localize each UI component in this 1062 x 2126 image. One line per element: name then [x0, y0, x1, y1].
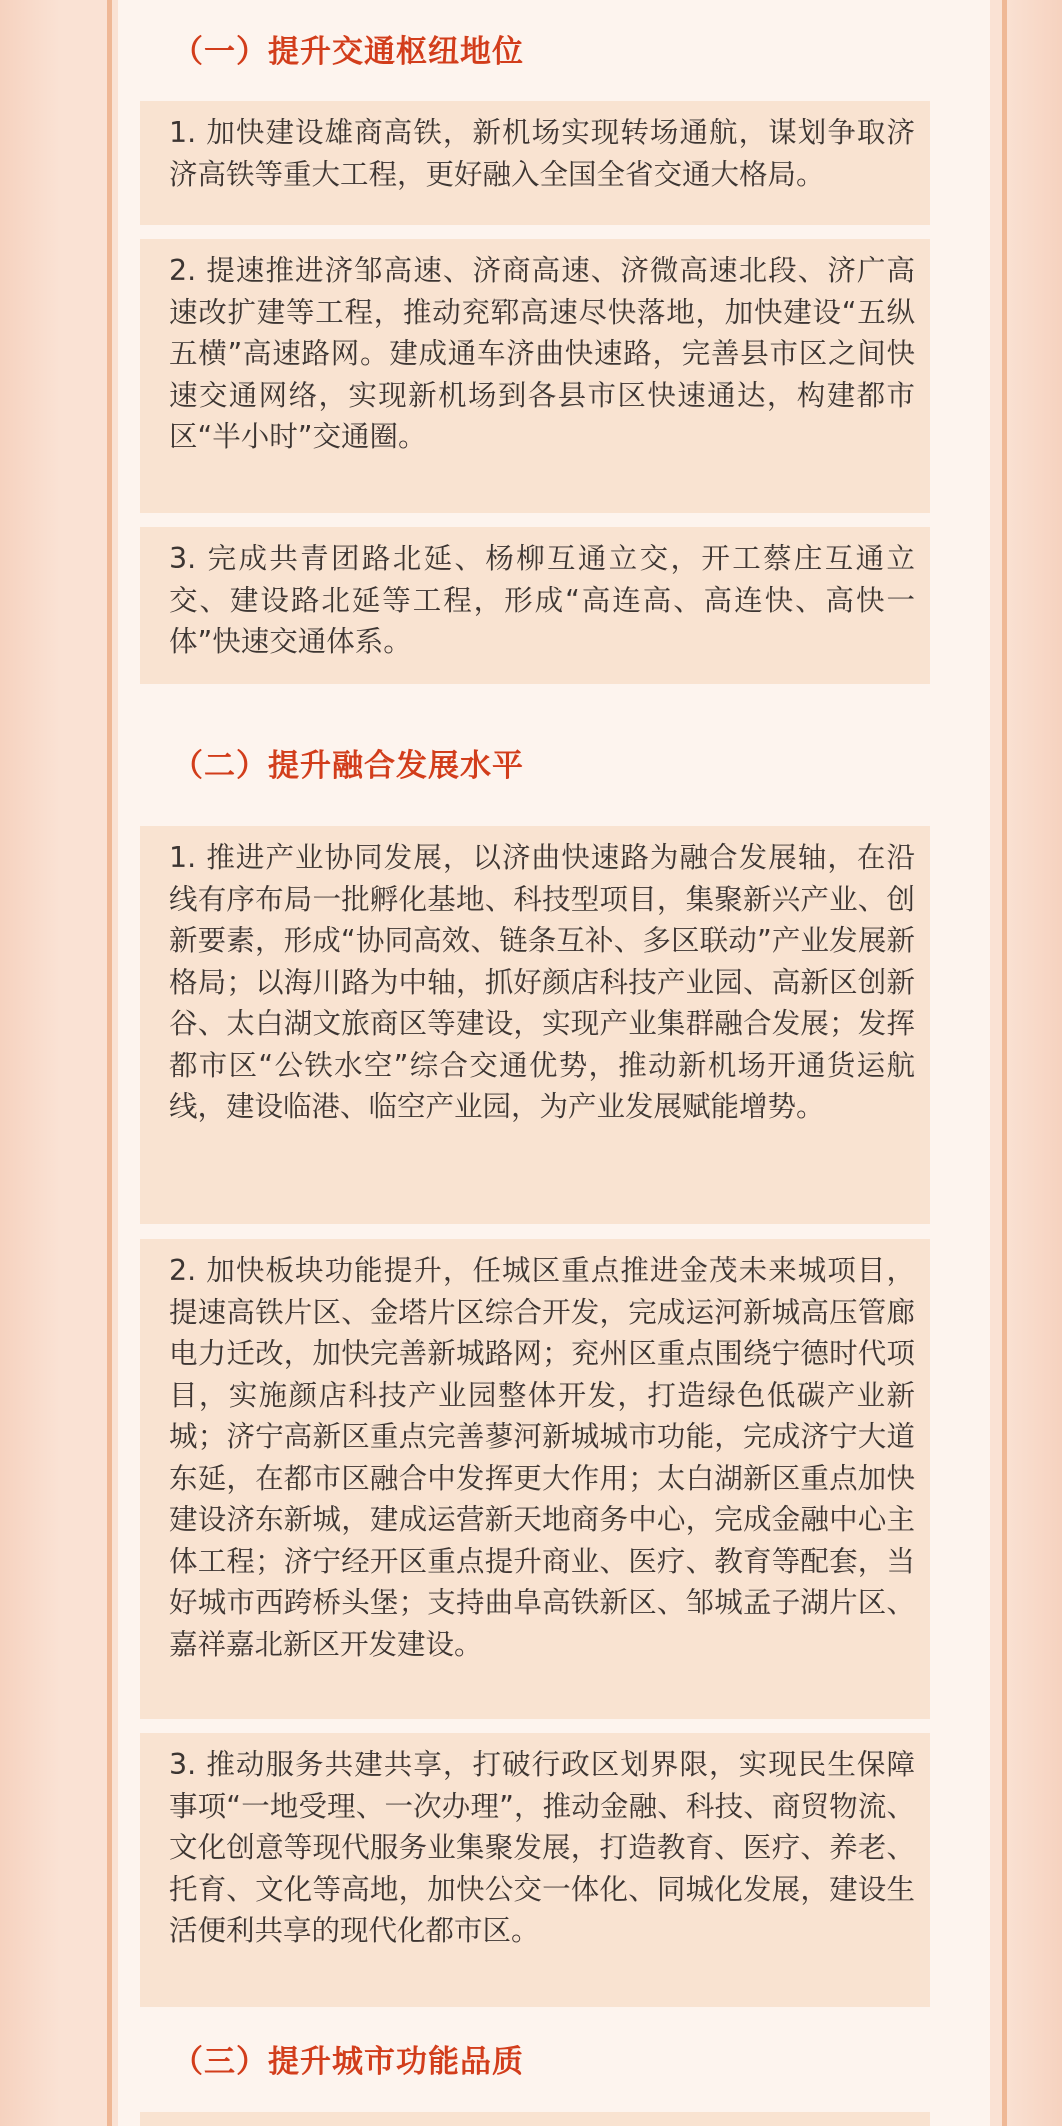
item-text: 1. 推进产业协同发展，以济曲快速路为融合发展轴，在沿线有序布局一批孵化基地、科技型项目，集聚新兴产业、创新要素，形成“协同高效、链条互补、多区联动”产业发展新格局；以海川路为中轴，抓好颜店科技产业园、高新区创新谷、太白湖文旅商区等建设，实现产业集群融合发展；发挥都市区“公铁水空”综合交通优势，推动新机场开通货运航线，建设临港、临空产业园，为产业发展赋能增势。: [169, 841, 915, 1123]
item-card: [140, 527, 930, 684]
item-text: 1. 加快建设雄商高铁，新机场实现转场通航，谋划争取济济高铁等重大工程，更好融入全国全省交通大格局。: [169, 116, 915, 191]
item-text: 2. 加快板块功能提升，任城区重点推进金茂未来城项目，提速高铁片区、金塔片区综合开发，完成运河新城高压管廊电力迁改，加快完善新城路网；兖州区重点围绕宁德时代项目，实施颜店科技产业园整体开发，打造绿色低碳产业新城；济宁高新区重点完善蓼河新城城市功能，完成济宁大道东延，在都市区融合中发挥更大作用；太白湖新区重点加快建设济东新城，建成运营新天地商务中心，完成金融中心主体工程；济宁经开区重点提升商业、医疗、教育等配套，当好城市西跨桥头堡；支持曲阜高铁新区、邹城孟子湖片区、嘉祥嘉北新区开发建设。: [169, 1254, 915, 1661]
item-text: 2. 提速推进济邹高速、济商高速、济微高速北段、济广高速改扩建等工程，推动兖郓高速尽快落地，加快建设“五纵五横”高速路网。建成通车济曲快速路，完善县市区之间快速交通网络，实现新机场到各县市区快速通达，构建都市区“半小时”交通圈。: [169, 254, 915, 453]
section-heading-3: （三）提升城市功能品质: [172, 2044, 524, 2080]
right-frame-border: [1002, 0, 1007, 2126]
section-heading-1: （一）提升交通枢纽地位: [172, 34, 524, 70]
item-text: 3. 推动服务共建共享，打破行政区划界限，实现民生保障事项“一地受理、一次办理”，推动金融、科技、商贸物流、文化创意等现代服务业集聚发展，打造教育、医疗、养老、托育、文化等高地，加快公交一体化、同城化发展，建设生活便利共享的现代化都市区。: [169, 1748, 915, 1947]
item-card: [140, 1239, 930, 1719]
item-card: [140, 1733, 930, 2007]
section-heading-2: （二）提升融合发展水平: [172, 748, 524, 784]
item-card: [140, 101, 930, 225]
item-text: 3. 完成共青团路北延、杨柳互通立交，开工蔡庄互通立交、建设路北延等工程，形成“高连高、高连快、高快一体”快速交通体系。: [169, 542, 915, 658]
item-card: [140, 826, 930, 1224]
item-card: [140, 239, 930, 513]
item-card-partial: [140, 2112, 930, 2126]
left-frame-border: [107, 0, 112, 2126]
